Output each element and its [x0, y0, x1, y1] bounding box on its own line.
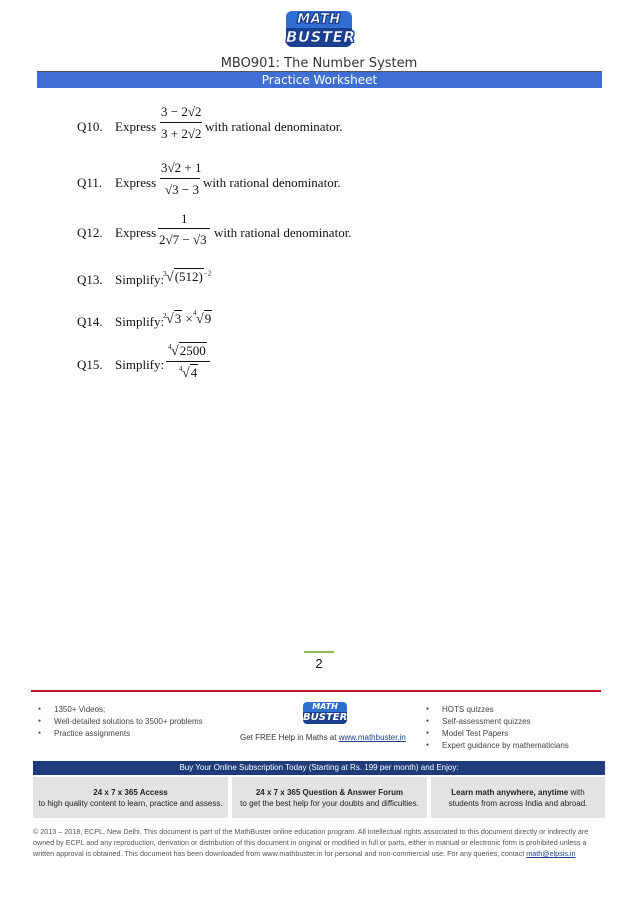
list-item: ● 1350+ Videos; [38, 703, 203, 715]
footer-divider [31, 690, 601, 692]
page-number-accent [304, 651, 334, 653]
question-number: Q14. [77, 314, 103, 329]
exponent: −2 [203, 269, 212, 278]
question-number: Q13. [77, 272, 103, 287]
question-verb: Simplify: [115, 272, 165, 287]
fraction-denominator: 2√7 − √3 [159, 232, 207, 247]
radical-expression [163, 309, 212, 328]
question-number: Q10. [77, 119, 103, 134]
fraction-numerator: 1 [181, 211, 188, 226]
document-title: MBO901: The Number System [220, 56, 418, 71]
radical: √3 [166, 311, 182, 327]
logo-line-1: MATH [303, 702, 347, 712]
footer-logo [303, 702, 347, 724]
radical-index: 3 [163, 270, 167, 278]
fraction-numerator: 4 √2500 [168, 343, 206, 359]
list-item: ● Practice assignments [38, 727, 203, 739]
multiply-operator: × [185, 311, 193, 326]
logo-line-1: MATH [286, 11, 352, 28]
fraction-bar [160, 122, 202, 123]
feature-title: Learn math anywhere, anytime [451, 788, 569, 797]
radicand: (512) [174, 269, 203, 284]
question-instruction: with rational denominator. [203, 175, 341, 190]
fraction-denominator: √3 − 3 [165, 182, 199, 197]
feature-title: 24 x 7 x 365 Question & Answer Forum [255, 788, 404, 797]
radicand: 2500 [179, 343, 206, 358]
feature-box [232, 777, 427, 818]
feature-title-rest: with [568, 788, 585, 797]
legal-text: © 2013 – 2018, ECPL, New Delhi. This document is part of the MathBuster online education program. All intellectual rights associated to this document directly or indirectly are owned by ECPL and any reproduction, derivation or distribution of this document in original or modified in full or parts, either in manual or electronic form is prohibited unless a written approval is obtained. This document has been downloaded from www.mathbuster.in for personal and non-commercial use. For any queries, contact [33, 827, 589, 858]
radical-index: 4 [168, 343, 172, 351]
logo-line-2: BUSTER [303, 712, 348, 723]
radical-index: 2 [163, 312, 167, 320]
help-text [240, 733, 406, 742]
feature-box [431, 777, 605, 818]
worksheet-band: Practice Worksheet [37, 72, 602, 88]
list-item: ● Model Test Papers [426, 727, 569, 739]
question-number: Q12. [77, 225, 103, 240]
radical-b: 4 √9 [193, 309, 212, 327]
fraction-numerator: 3 − 2√2 [161, 104, 202, 119]
features-list-left [38, 703, 203, 739]
radical-index: 4 [193, 309, 197, 317]
question-instruction: with rational denominator. [214, 225, 352, 240]
fraction-numerator: 3√2 + 1 [161, 160, 202, 175]
feature-box [33, 777, 228, 818]
radicand: 3 [174, 311, 182, 326]
question-verb: Simplify: [115, 314, 165, 329]
page-number: 2 [315, 656, 323, 671]
feature-desc: students from across India and abroad. [448, 799, 588, 808]
list-item: ● HOTS quizzes [426, 703, 569, 715]
question-verb: Simplify: [115, 357, 165, 372]
list-item: ● Well-detailed solutions to 3500+ problems [38, 715, 203, 727]
question-number: Q11. [77, 175, 103, 190]
question-instruction: with rational denominator. [205, 119, 343, 134]
fraction-denominator: 4 √4 [179, 365, 198, 381]
radicand: 4 [190, 365, 198, 380]
question-number: Q15. [77, 357, 103, 372]
feature-desc: to high quality content to learn, practice and assess. [38, 799, 223, 808]
fraction-bar [158, 228, 210, 229]
features-list-right [426, 703, 569, 751]
list-item: ● Self-assessment quizzes [426, 715, 569, 727]
feature-desc: to get the best help for your doubts and difficulties. [240, 799, 419, 808]
fraction-denominator: 3 + 2√2 [161, 126, 202, 141]
fraction-bar [166, 361, 210, 362]
question-verb: Express [115, 119, 157, 134]
subscription-banner: Buy Your Online Subscription Today (Starting at Rs. 199 per month) and Enjoy: [33, 761, 605, 775]
radicand: 9 [204, 311, 212, 326]
website-link[interactable]: www.mathbuster.in [338, 733, 406, 742]
feature-title: 24 x 7 x 365 Access [93, 788, 168, 797]
copyright-notice [33, 826, 605, 859]
question-verb: Express [115, 225, 157, 240]
radical-index: 4 [179, 365, 183, 373]
mathbuster-logo [286, 11, 356, 51]
list-item: ● Expert guidance by mathematicians [426, 739, 569, 751]
contact-email-link[interactable]: math@elpsis.in [526, 849, 576, 858]
question-verb: Express [115, 175, 157, 190]
help-label: Get FREE Help in Maths at [240, 733, 337, 742]
fraction-bar [160, 178, 200, 179]
logo-line-2: BUSTER [286, 28, 356, 46]
radical: √(512) [166, 269, 203, 285]
radical-expression [163, 269, 212, 286]
